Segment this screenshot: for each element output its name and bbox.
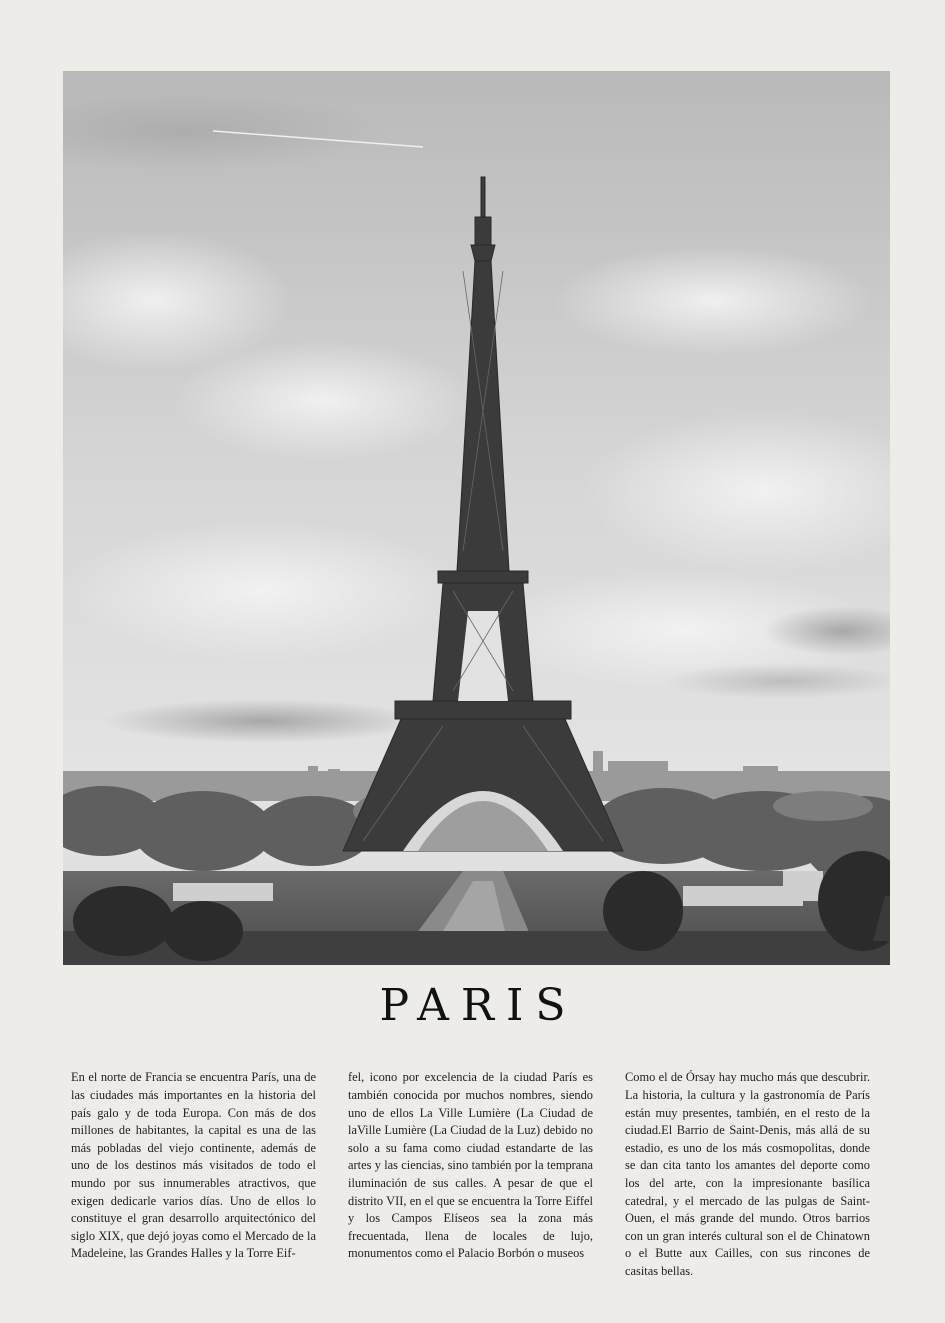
page-title: PARIS bbox=[379, 980, 578, 1031]
eiffel-tower-photo bbox=[63, 71, 890, 965]
text-column-3: Como el de Órsay hay mucho más que descubrir. La historia, la cultura y la gastronomía de París están muy presentes, también, en el resto de la ciudad.El Barrio de Saint-Denis, más allá de su estadio, es uno de los más cosmopolitas, donde se dan cita tanto los amantes del deporte como los del arte, con la impresionante basílica catedral, y el mercado de las pulgas de Saint-Ouen, el más grande del mundo. Otros barrios con un gran interés cultural son el de Chinatown o el Butte aux Cailles, con sus rincones de casitas bellas. bbox=[625, 1070, 870, 1278]
text-column-1: En el norte de Francia se encuentra París, una de las ciudades más importantes en la historia del país galo y de toda Europa. Con más de dos millones de habitantes, la capital es una de las más pobladas del viejo continente, además de uno de los destinos más visitados de todo el mundo por sus innumerables atractivos, que exigen dedicarle varios días. Uno de ellos lo constituye el gran desarrollo arquitectónico del siglo XIX, que dejó joyas como el Mercado de la Madeleine, las Grandes Halles y la Torre Eif- bbox=[71, 1070, 316, 1261]
text-columns bbox=[71, 1057, 870, 1293]
text-column-2: fel, icono por excelencia de la ciudad París es también conocida por muchos nombres, siendo uno de ellos La Ville Lumière (La Ciudad de laVille Lumière (La Ciudad de la Luz) debido no solo a su fama como ciudad estandarte de las artes y las ciencias, sino también por la temprana iluminación de sus calles. A pesar de que el distrito VII, en el que se encuentra la Torre Eiffel y los Campos Elíseos sea la zona más frecuentada, llena de locales de lujo, monumentos como el Palacio Borbón o museos bbox=[348, 1070, 593, 1261]
